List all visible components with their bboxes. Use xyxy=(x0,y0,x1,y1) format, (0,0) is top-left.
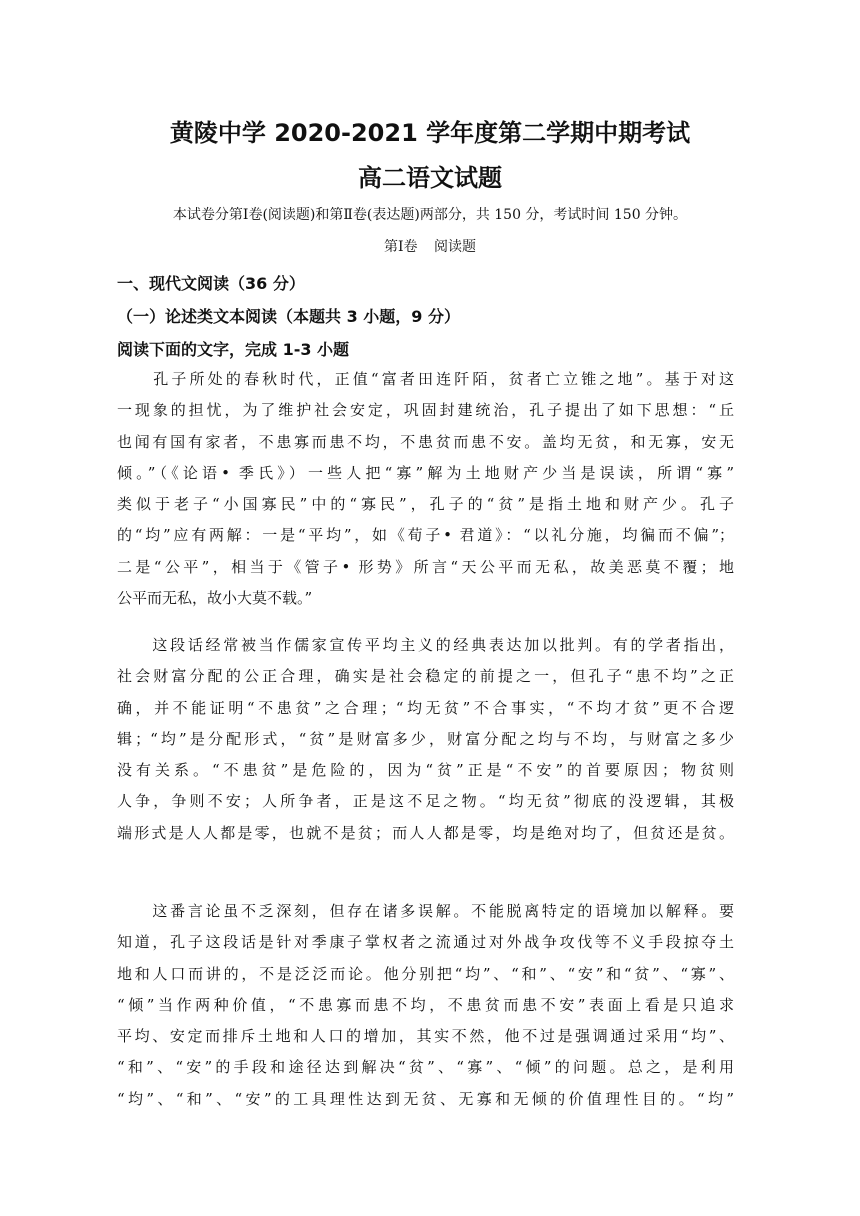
paragraph-line: 人争，争则不安；人所争者，正是这不足之物。“均无贫”彻底的没逻辑，其极 xyxy=(117,792,734,811)
volume-name: 阅读题 xyxy=(433,239,476,255)
paragraph-line: 这番言论虽不乏深刻，但存在诸多误解。不能脱离特定的语境加以解释。要 xyxy=(117,902,734,920)
exam-title: 黄陵中学 2020-2021 学年度第二学期中期考试 xyxy=(169,119,691,147)
paragraph-line: 的“均”应有两解：一是“平均”，如《荀子• 君道》：“以礼分施，均徧而不偏”； xyxy=(117,526,734,545)
paragraph-line: 二是“公平”，相当于《管子• 形势》所言“天公平而无私，故美恶莫不覆；地 xyxy=(117,557,734,576)
section-heading: 一、现代文阅读（36 分） xyxy=(117,274,305,293)
paragraph-line: 社会财富分配的公正合理，确实是社会稳定的前提之一，但孔子“患不均”之正 xyxy=(117,667,734,686)
paragraph-line: “和”、“安”的手段和途径达到解决“贫”、“寡”、“倾”的问题。总之，是利用 xyxy=(117,1058,734,1077)
paragraph-line: 地和人口而讲的，不是泛泛而论。他分别把“均”、“和”、“安”和“贫”、“寡”、 xyxy=(117,964,734,983)
paragraph-line: “均”、“和”、“安”的工具理性达到无贫、无寡和无倾的价值理性目的。“均” xyxy=(117,1089,734,1108)
paragraph-line: 类似于老子“小国寡民”中的“寡民”，孔子的“贫”是指土地和财产少。孔子 xyxy=(117,495,734,514)
paragraph-1 xyxy=(117,364,734,614)
volume-heading xyxy=(0,236,860,256)
volume-label: 第Ⅰ卷 xyxy=(384,239,418,255)
paragraph-line: “倾”当作两种价值，“不患寡而患不均，不患贫而患不安”表面上看是只追求 xyxy=(117,995,734,1014)
paragraph-line: 这段话经常被当作儒家宣传平均主义的经典表达加以批判。有的学者指出， xyxy=(117,636,734,654)
paragraph-line: 倾。”（《论语• 季氏》）一些人把“寡”解为土地财产少当是误读，所谓“寡” xyxy=(117,463,734,482)
paragraph-line: 辑；“均”是分配形式，“贫”是财富多少，财富分配之均与不均，与财富之多少 xyxy=(117,729,734,748)
paragraph-line: 平均、安定而排斥土地和人口的增加，其实不然，他不过是强调通过采用“均”、 xyxy=(117,1027,734,1046)
paragraph-line: 一现象的担忧，为了维护社会安定，巩固封建统治，孔子提出了如下思想：“丘 xyxy=(117,401,734,420)
reading-instruction: 阅读下面的文字，完成 1-3 小题 xyxy=(117,340,350,359)
paragraph-line: 公平而无私，故小大莫不载。” xyxy=(117,589,313,608)
paragraph-line: 端形式是人人都是零，也就不是贫；而人人都是零，均是绝对均了，但贫还是贫。 xyxy=(117,823,734,842)
paragraph-2 xyxy=(117,630,734,849)
paragraph-line: 也闻有国有家者，不患寡而患不均，不患贫而患不安。盖均无贫，和无寡，安无 xyxy=(117,432,734,451)
paragraph-line: 知道，孔子这段话是针对季康子掌权者之流通过对外战争攻伐等不义手段掠夺土 xyxy=(117,933,734,952)
subsection-heading: （一）论述类文本阅读（本题共 3 小题，9 分） xyxy=(117,307,460,326)
paragraph-3 xyxy=(117,896,734,1115)
exam-subtitle: 高二语文试题 xyxy=(358,164,502,192)
paragraph-line: 没有关系。“不患贫”是危险的，因为“贫”正是“不安”的首要原因；物贫则 xyxy=(117,761,734,780)
paragraph-line: 确，并不能证明“不患贫”之合理；“均无贫”不合事实，“不均才贫”更不合逻 xyxy=(117,698,734,717)
paragraph-line: 孔子所处的春秋时代，正值“富者田连阡陌，贫者亡立锥之地”。基于对这 xyxy=(117,370,734,388)
exam-intro: 本试卷分第Ⅰ卷(阅读题)和第Ⅱ卷(表达题)两部分，共 150 分，考试时间 150 分钟。 xyxy=(172,207,688,223)
